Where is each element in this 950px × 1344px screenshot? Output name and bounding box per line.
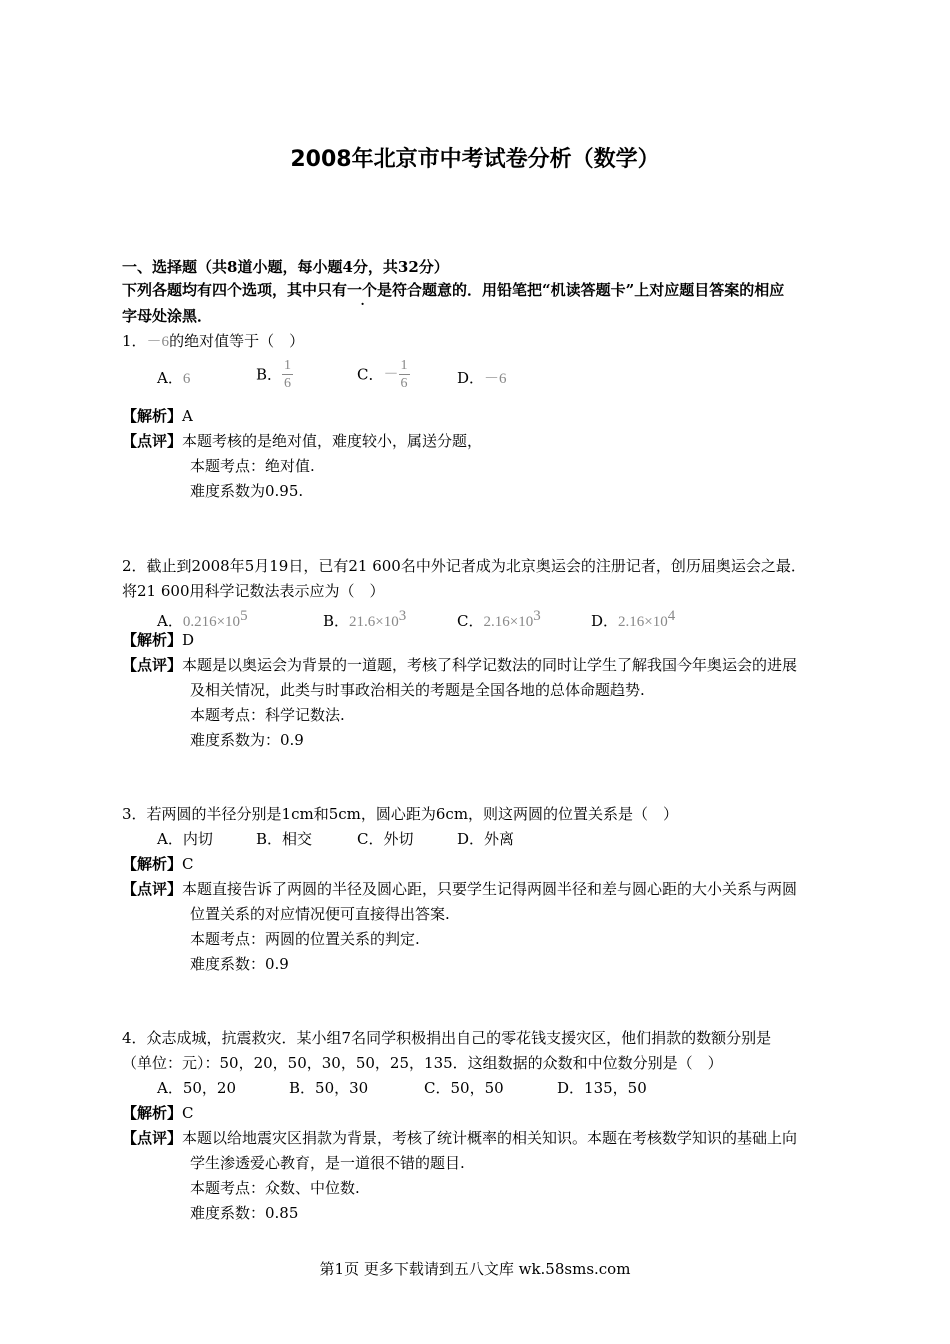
emphasis-text: 一个 [347,281,378,299]
fraction: $\frac{1}{6}$ [284,358,292,391]
q4-option-a: A．50，20 [157,1079,237,1097]
q3-comment: 【点评】本题直接告诉了两圆的半径及圆心距，只要学生记得两圆半径和差与圆心距的大小关系与两圆 [122,880,798,898]
q2-comment-difficulty: 难度系数为：0.9 [190,731,304,749]
q1-stem: 1．－6的绝对值等于（ ） [122,332,305,350]
q2-option-b: B．$21.6\times 10^3$ [323,608,407,630]
q2-option-d: D．$2.16\times 10^4$ [591,608,676,630]
q2-stem: 2．截止到2008年5月19日，已有21 600名中外记者成为北京奥运会的注册记者，创历届奥运会之最． [122,557,806,575]
q1-comment-difficulty: 难度系数为0.95. [190,482,304,500]
q4-comment-point: 本题考点：众数、中位数. [190,1179,360,1197]
page-footer: 第1页 更多下载请到五八文库 wk.58sms.com [319,1260,631,1278]
q2-stem-cont: 将21 600用科学记数法表示应为（ ） [122,582,385,600]
q3-comment-cont: 位置关系的对应情况便可直接得出答案. [190,905,450,923]
q2-comment: 【点评】本题是以奥运会为背景的一道题，考核了科学记数法的同时让学生了解我国今年奥运会的进展 [122,656,798,674]
q3-option-a: A．内切 [157,830,213,848]
q1-option-d: D．－6 [457,369,507,387]
q4-analysis: 【解析】C [122,1104,194,1122]
q3-option-c: C．外切 [357,830,414,848]
q3-stem: 3．若两圆的半径分别是1cm和5cm，圆心距为6cm，则这两圆的位置关系是（ ） [122,805,679,823]
q4-comment-difficulty: 难度系数：0.85 [190,1204,299,1222]
q2-option-c: C．$2.16\times 10^3$ [457,608,541,630]
q1-comment: 【点评】本题考核的是绝对值，难度较小，属送分题， [122,432,483,450]
q1-option-c: C．－ $\frac{1}{6}$ [357,358,408,391]
q4-option-b: B．50，30 [289,1079,369,1097]
q2-comment-point: 本题考点：科学记数法. [190,706,345,724]
section-heading: 一、选择题（共8道小题，每小题4分，共32分） [122,258,449,276]
q1-comment-point: 本题考点：绝对值. [190,457,315,475]
section-instruction: 下列各题均有四个选项，其中只有一个是符合题意的．用铅笔把“机读答题卡”上对应题目答案的相应 [122,281,785,299]
q3-comment-difficulty: 难度系数：0.9 [190,955,289,973]
q2-analysis: 【解析】D [122,631,195,649]
q2-option-a: A．$0.216\times 10^5$ [157,608,248,630]
q1-analysis: 【解析】A [122,407,193,425]
q3-option-d: D．外离 [457,830,515,848]
page-title: 2008年北京市中考试卷分析（数学） [290,147,660,172]
q1-option-a: A．6 [157,369,191,387]
fraction: $\frac{1}{6}$ [400,358,408,391]
q3-analysis: 【解析】C [122,855,194,873]
q1-option-b: B． $\frac{1}{6}$ [256,358,292,391]
section-instruction-cont: 字母处涂黑． [122,307,213,325]
q4-comment: 【点评】本题以给地震灾区捐款为背景，考核了统计概率的相关知识。本题在考核数学知识的基础上向 [122,1129,798,1147]
q3-option-b: B．相交 [256,830,313,848]
q4-stem: 4．众志成城，抗震救灾．某小组7名同学积极捐出自己的零花钱支援灾区，他们捐款的数额分别是 [122,1029,772,1047]
q2-comment-cont: 及相关情况，此类与时事政治相关的考题是全国各地的总体命题趋势. [190,681,645,699]
q3-comment-point: 本题考点：两圆的位置关系的判定. [190,930,420,948]
q4-comment-cont: 学生渗透爱心教育，是一道很不错的题目. [190,1154,465,1172]
q4-option-c: C．50，50 [424,1079,504,1097]
q4-option-d: D．135，50 [557,1079,647,1097]
q4-stem-cont: （单位：元）：50，20，50，30，50，25，135．这组数据的众数和中位数分别是（ ） [122,1054,723,1072]
